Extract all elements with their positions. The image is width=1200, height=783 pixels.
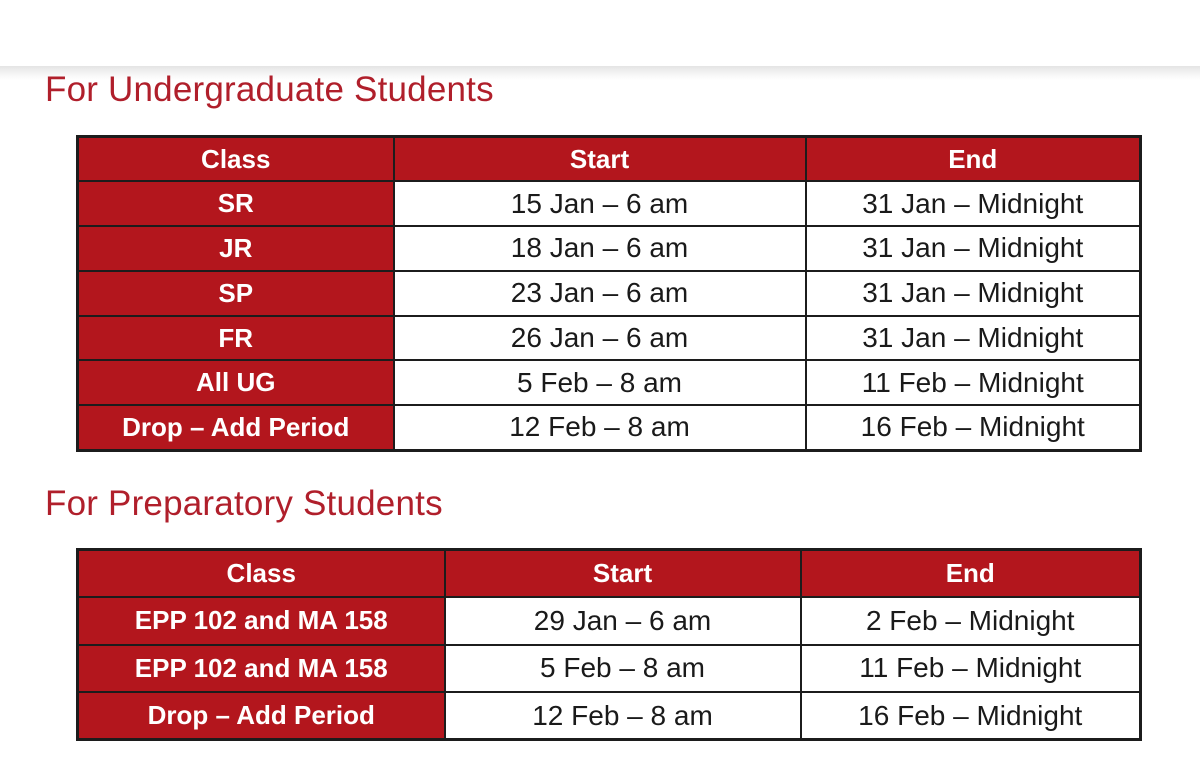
column-header-end: End	[806, 137, 1141, 182]
start-cell: 18 Jan – 6 am	[394, 226, 806, 271]
undergraduate-schedule-table	[76, 135, 1142, 452]
start-cell: 12 Feb – 8 am	[445, 692, 801, 740]
end-cell: 16 Feb – Midnight	[801, 692, 1141, 740]
table-row	[78, 645, 1141, 693]
undergraduate-section-title: For Undergraduate Students	[45, 70, 494, 109]
start-cell: 29 Jan – 6 am	[445, 597, 801, 645]
preparatory-schedule-table	[76, 548, 1142, 741]
class-cell: SP	[78, 271, 394, 316]
table-header-row	[78, 550, 1141, 598]
end-cell: 31 Jan – Midnight	[806, 271, 1141, 316]
end-cell: 31 Jan – Midnight	[806, 181, 1141, 226]
class-cell: JR	[78, 226, 394, 271]
column-header-end: End	[801, 550, 1141, 598]
start-cell: 23 Jan – 6 am	[394, 271, 806, 316]
column-header-class: Class	[78, 137, 394, 182]
start-cell: 5 Feb – 8 am	[445, 645, 801, 693]
end-cell: 31 Jan – Midnight	[806, 226, 1141, 271]
table-row	[78, 271, 1141, 316]
preparatory-section-title: For Preparatory Students	[45, 484, 443, 523]
table-row	[78, 226, 1141, 271]
column-header-start: Start	[394, 137, 806, 182]
top-band	[0, 0, 1200, 72]
class-cell: EPP 102 and MA 158	[78, 597, 445, 645]
end-cell: 31 Jan – Midnight	[806, 316, 1141, 361]
end-cell: 11 Feb – Midnight	[806, 360, 1141, 405]
table-row	[78, 597, 1141, 645]
class-cell: All UG	[78, 360, 394, 405]
class-cell: Drop – Add Period	[78, 405, 394, 450]
table-header-row	[78, 137, 1141, 182]
table-row	[78, 360, 1141, 405]
column-header-start: Start	[445, 550, 801, 598]
column-header-class: Class	[78, 550, 445, 598]
class-cell: FR	[78, 316, 394, 361]
end-cell: 2 Feb – Midnight	[801, 597, 1141, 645]
end-cell: 11 Feb – Midnight	[801, 645, 1141, 693]
start-cell: 12 Feb – 8 am	[394, 405, 806, 450]
start-cell: 26 Jan – 6 am	[394, 316, 806, 361]
class-cell: SR	[78, 181, 394, 226]
table-row	[78, 692, 1141, 740]
end-cell: 16 Feb – Midnight	[806, 405, 1141, 450]
table-row	[78, 181, 1141, 226]
start-cell: 5 Feb – 8 am	[394, 360, 806, 405]
class-cell: EPP 102 and MA 158	[78, 645, 445, 693]
table-row	[78, 316, 1141, 361]
class-cell: Drop – Add Period	[78, 692, 445, 740]
table-row	[78, 405, 1141, 450]
start-cell: 15 Jan – 6 am	[394, 181, 806, 226]
